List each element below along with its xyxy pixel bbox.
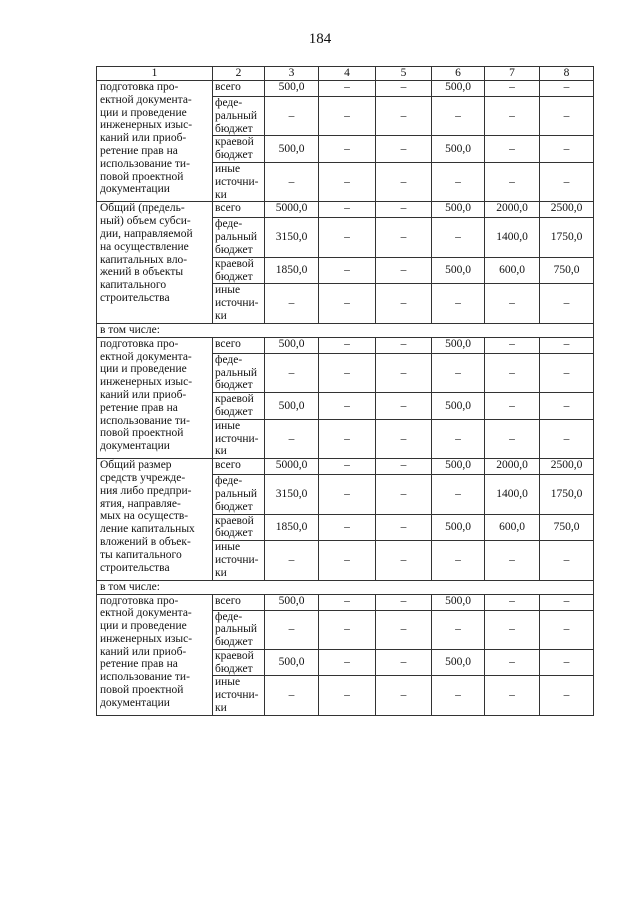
- value-cell: 500,0: [265, 649, 319, 676]
- item-description: Общий размер средств учрежде- ния либо предпри- ятия, направляе- мых на осуществ- ление капитальных вложений в объек- ты капитального строительства: [97, 459, 213, 580]
- table-row: [97, 459, 594, 475]
- source-label: краевой бюджет: [213, 257, 265, 284]
- value-cell: –: [319, 594, 376, 610]
- value-cell: 500,0: [432, 649, 485, 676]
- item-description: Общий (предель- ный) объем субси- дии, направляемой на осуществление капитальных вло- жений в объекты капитального строительства: [97, 202, 213, 323]
- value-cell: –: [540, 393, 594, 420]
- source-label: иные источни- ки: [213, 162, 265, 201]
- table-body: [97, 67, 594, 716]
- value-cell: –: [432, 676, 485, 715]
- value-cell: –: [319, 218, 376, 257]
- col-header: 3: [265, 67, 319, 81]
- value-cell: –: [540, 649, 594, 676]
- col-header: 6: [432, 67, 485, 81]
- table-row: [97, 337, 594, 353]
- value-cell: –: [432, 218, 485, 257]
- value-cell: –: [376, 594, 432, 610]
- value-cell: 3150,0: [265, 218, 319, 257]
- value-cell: –: [376, 202, 432, 218]
- value-cell: 750,0: [540, 514, 594, 541]
- col-header: 7: [485, 67, 540, 81]
- value-cell: –: [376, 475, 432, 514]
- value-cell: 2000,0: [485, 202, 540, 218]
- table-row: [97, 594, 594, 610]
- value-cell: 1750,0: [540, 475, 594, 514]
- value-cell: –: [376, 284, 432, 323]
- value-cell: –: [376, 676, 432, 715]
- value-cell: –: [319, 676, 376, 715]
- value-cell: –: [319, 81, 376, 97]
- value-cell: –: [376, 610, 432, 649]
- value-cell: –: [319, 475, 376, 514]
- value-cell: 750,0: [540, 257, 594, 284]
- value-cell: –: [485, 162, 540, 201]
- source-label: феде- ральный бюджет: [213, 97, 265, 136]
- source-label: всего: [213, 202, 265, 218]
- value-cell: –: [319, 393, 376, 420]
- value-cell: –: [485, 353, 540, 392]
- value-cell: 1400,0: [485, 218, 540, 257]
- source-label: всего: [213, 337, 265, 353]
- value-cell: –: [319, 649, 376, 676]
- value-cell: –: [540, 541, 594, 580]
- value-cell: 600,0: [485, 257, 540, 284]
- value-cell: –: [432, 419, 485, 458]
- value-cell: –: [540, 676, 594, 715]
- value-cell: –: [540, 284, 594, 323]
- value-cell: 500,0: [432, 337, 485, 353]
- value-cell: 500,0: [265, 594, 319, 610]
- source-label: всего: [213, 81, 265, 97]
- source-label: всего: [213, 459, 265, 475]
- value-cell: –: [432, 353, 485, 392]
- col-header: 8: [540, 67, 594, 81]
- value-cell: 500,0: [432, 257, 485, 284]
- value-cell: 500,0: [265, 136, 319, 163]
- value-cell: 2500,0: [540, 459, 594, 475]
- value-cell: –: [376, 218, 432, 257]
- value-cell: –: [432, 475, 485, 514]
- value-cell: –: [485, 419, 540, 458]
- value-cell: –: [376, 81, 432, 97]
- value-cell: –: [432, 541, 485, 580]
- value-cell: –: [485, 97, 540, 136]
- value-cell: –: [432, 284, 485, 323]
- source-label: феде- ральный бюджет: [213, 475, 265, 514]
- value-cell: 500,0: [432, 81, 485, 97]
- section-label: в том числе:: [97, 323, 594, 337]
- value-cell: 1850,0: [265, 257, 319, 284]
- value-cell: –: [265, 162, 319, 201]
- value-cell: –: [265, 284, 319, 323]
- section-row: [97, 580, 594, 594]
- value-cell: –: [376, 459, 432, 475]
- value-cell: –: [319, 514, 376, 541]
- value-cell: –: [540, 419, 594, 458]
- value-cell: –: [485, 594, 540, 610]
- source-label: иные источни- ки: [213, 676, 265, 715]
- value-cell: 500,0: [432, 393, 485, 420]
- value-cell: –: [265, 541, 319, 580]
- item-description: подготовка про- ектной документа- ции и проведение инженерных изыс- каний или приоб- ретение прав на использование ти- повой проектной документации: [97, 81, 213, 202]
- value-cell: –: [319, 610, 376, 649]
- source-label: краевой бюджет: [213, 649, 265, 676]
- col-header: 2: [213, 67, 265, 81]
- value-cell: –: [540, 162, 594, 201]
- value-cell: –: [432, 162, 485, 201]
- value-cell: –: [540, 337, 594, 353]
- value-cell: –: [319, 202, 376, 218]
- item-description: подготовка про- ектной документа- ции и проведение инженерных изыс- каний или приоб- ретение прав на использование ти- повой проектной документации: [97, 594, 213, 715]
- source-label: иные источни- ки: [213, 419, 265, 458]
- value-cell: –: [540, 81, 594, 97]
- value-cell: –: [265, 353, 319, 392]
- value-cell: 1750,0: [540, 218, 594, 257]
- source-label: краевой бюджет: [213, 136, 265, 163]
- value-cell: –: [540, 610, 594, 649]
- value-cell: 1850,0: [265, 514, 319, 541]
- value-cell: –: [540, 353, 594, 392]
- value-cell: –: [319, 419, 376, 458]
- value-cell: –: [540, 136, 594, 163]
- value-cell: –: [265, 610, 319, 649]
- value-cell: –: [540, 97, 594, 136]
- value-cell: –: [540, 594, 594, 610]
- section-row: [97, 323, 594, 337]
- value-cell: –: [265, 676, 319, 715]
- value-cell: –: [319, 459, 376, 475]
- value-cell: –: [265, 97, 319, 136]
- value-cell: 3150,0: [265, 475, 319, 514]
- value-cell: –: [319, 337, 376, 353]
- value-cell: 600,0: [485, 514, 540, 541]
- value-cell: –: [376, 136, 432, 163]
- header-row: [97, 67, 594, 81]
- value-cell: 2000,0: [485, 459, 540, 475]
- value-cell: –: [319, 97, 376, 136]
- table-row: [97, 81, 594, 97]
- value-cell: –: [319, 353, 376, 392]
- col-header: 4: [319, 67, 376, 81]
- value-cell: –: [376, 541, 432, 580]
- value-cell: –: [485, 284, 540, 323]
- value-cell: –: [485, 676, 540, 715]
- value-cell: –: [485, 610, 540, 649]
- value-cell: 500,0: [265, 393, 319, 420]
- source-label: иные источни- ки: [213, 541, 265, 580]
- value-cell: –: [376, 419, 432, 458]
- value-cell: 500,0: [432, 459, 485, 475]
- value-cell: –: [265, 419, 319, 458]
- value-cell: –: [485, 136, 540, 163]
- value-cell: 500,0: [432, 202, 485, 218]
- value-cell: 500,0: [432, 136, 485, 163]
- value-cell: –: [376, 97, 432, 136]
- value-cell: –: [376, 649, 432, 676]
- source-label: феде- ральный бюджет: [213, 218, 265, 257]
- section-label: в том числе:: [97, 580, 594, 594]
- source-label: феде- ральный бюджет: [213, 353, 265, 392]
- value-cell: –: [319, 284, 376, 323]
- value-cell: 5000,0: [265, 459, 319, 475]
- table-row: [97, 202, 594, 218]
- value-cell: 500,0: [265, 81, 319, 97]
- value-cell: –: [485, 649, 540, 676]
- value-cell: –: [485, 337, 540, 353]
- item-description: подготовка про- ектной документа- ции и проведение инженерных изыс- каний или приоб- ретение прав на использование ти- повой проектной документации: [97, 337, 213, 458]
- value-cell: 1400,0: [485, 475, 540, 514]
- value-cell: 5000,0: [265, 202, 319, 218]
- page-number: 184: [308, 31, 332, 47]
- value-cell: –: [485, 393, 540, 420]
- source-label: краевой бюджет: [213, 393, 265, 420]
- value-cell: –: [319, 257, 376, 284]
- value-cell: –: [432, 610, 485, 649]
- value-cell: –: [319, 541, 376, 580]
- source-label: феде- ральный бюджет: [213, 610, 265, 649]
- value-cell: –: [376, 162, 432, 201]
- value-cell: –: [376, 353, 432, 392]
- value-cell: 2500,0: [540, 202, 594, 218]
- value-cell: –: [485, 541, 540, 580]
- budget-table: [96, 66, 594, 716]
- value-cell: –: [319, 136, 376, 163]
- value-cell: –: [432, 97, 485, 136]
- value-cell: –: [485, 81, 540, 97]
- value-cell: –: [376, 514, 432, 541]
- value-cell: –: [376, 337, 432, 353]
- value-cell: 500,0: [265, 337, 319, 353]
- value-cell: –: [376, 393, 432, 420]
- col-header: 5: [376, 67, 432, 81]
- value-cell: 500,0: [432, 514, 485, 541]
- source-label: всего: [213, 594, 265, 610]
- value-cell: –: [319, 162, 376, 201]
- source-label: иные источни- ки: [213, 284, 265, 323]
- source-label: краевой бюджет: [213, 514, 265, 541]
- col-header: 1: [97, 67, 213, 81]
- value-cell: –: [376, 257, 432, 284]
- value-cell: 500,0: [432, 594, 485, 610]
